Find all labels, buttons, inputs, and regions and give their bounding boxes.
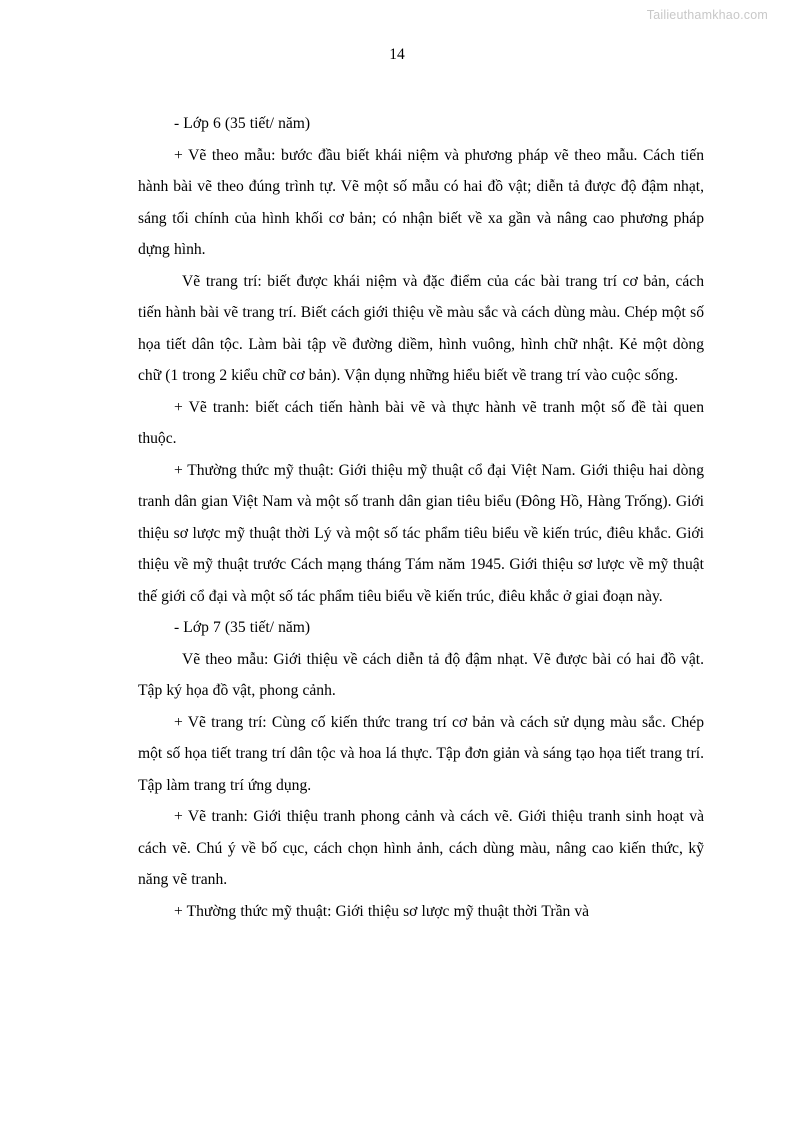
watermark-text: Tailieuthamkhao.com xyxy=(646,8,768,22)
paragraph: + Vẽ tranh: biết cách tiến hành bài vẽ và thực hành vẽ tranh một số đề tài quen thuộc. xyxy=(138,398,704,447)
page-number: 14 xyxy=(389,46,405,63)
paragraph: + Thường thức mỹ thuật: Giới thiệu mỹ thuật cổ đại Việt Nam. Giới thiệu hai dòng tranh dân gian Việt Nam và một số tranh dân gian tiêu biểu (Đông Hồ, Hàng Trống). Giới thiệu sơ lược mỹ thuật thời Lý và một số tác phẩm tiêu biểu về kiến trúc, điêu khắc. Giới thiệu về mỹ thuật trước Cách mạng tháng Tám năm 1945. Giới thiệu sơ lược về mỹ thuật thế giới cổ đại và một số tác phẩm tiêu biểu về kiến trúc, điêu khắc ở giai đoạn này. xyxy=(138,461,704,605)
paragraph: + Vẽ tranh: Giới thiệu tranh phong cảnh và cách vẽ. Giới thiệu tranh sinh hoạt và cách vẽ. Chú ý về bố cục, cách chọn hình ảnh, cách dùng màu, nâng cao kiến thức, kỹ năng vẽ tranh. xyxy=(138,808,704,888)
document-body xyxy=(138,108,704,927)
paragraph: Vẽ trang trí: biết được khái niệm và đặc điểm của các bài trang trí cơ bản, cách tiến hành bài vẽ trang trí. Biết cách giới thiệu về màu sắc và cách dùng màu. Chép một số họa tiết dân tộc. Làm bài tập về đường diềm, hình vuông, hình chữ nhật. Kẻ một dòng chữ (1 trong 2 kiểu chữ cơ bản). Vận dụng những hiểu biết về trang trí vào cuộc sống. xyxy=(138,272,704,384)
paragraph: + Vẽ trang trí: Cùng cố kiến thức trang trí cơ bản và cách sử dụng màu sắc. Chép một số họa tiết trang trí dân tộc và hoa lá thực. Tập đơn giản và sáng tạo họa tiết trang trí. Tập làm trang trí ứng dụng. xyxy=(138,713,704,794)
paragraph: - Lớp 6 (35 tiết/ năm) xyxy=(174,115,311,132)
paragraph: Vẽ theo mẫu: Giới thiệu về cách diễn tả độ đậm nhạt. Vẽ được bài có hai đồ vật. Tập ký họa đồ vật, phong cảnh. xyxy=(138,650,704,699)
paragraph: + Thường thức mỹ thuật: Giới thiệu sơ lược mỹ thuật thời Trần và xyxy=(174,902,590,920)
paragraph: + Vẽ theo mẫu: bước đầu biết khái niệm và phương pháp vẽ theo mẫu. Cách tiến hành bài vẽ theo đúng trình tự. Vẽ một số mẫu có hai đồ vật; diễn tả được độ đậm nhạt, sáng tối chính của hình khối cơ bản; có nhận biết về xa gần và nâng cao phương pháp dựng hình. xyxy=(138,146,704,258)
paragraph: - Lớp 7 (35 tiết/ năm) xyxy=(174,619,311,636)
